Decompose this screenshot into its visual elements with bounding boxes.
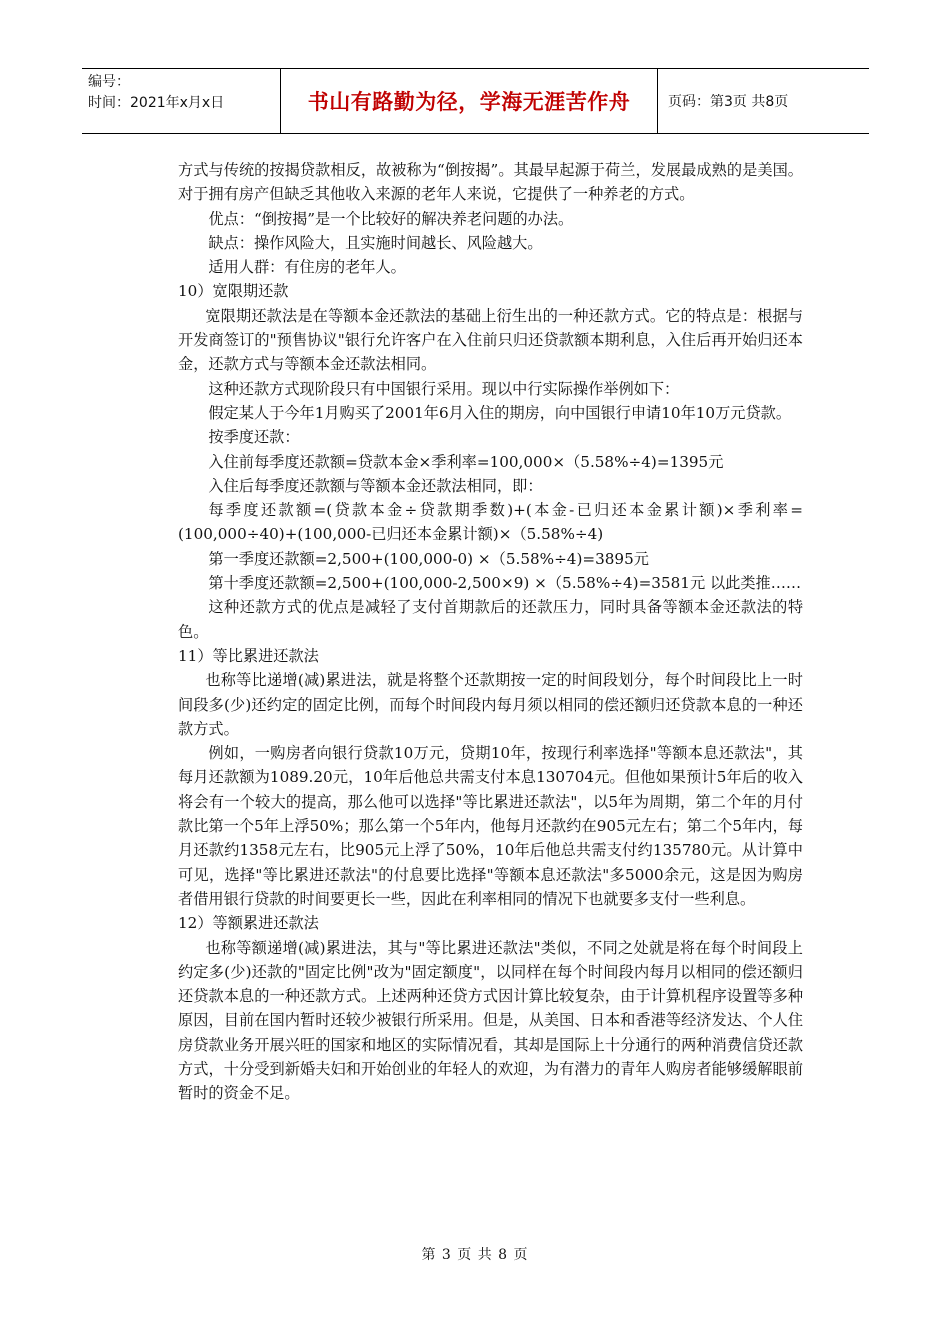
paragraph: 例如，一购房者向银行贷款10万元，贷期10年，按现行利率选择"等额本息还款法"，其每月还款额为1089.20元，10年后他总共需支付本息130704元。但他如果预计5年后的收入将会有一个较大的提高，那么他可以选择"等比累进还款法"，以5年为周期，第二个年的月付款比第一个5年上浮50%；那么第一个5年内，他每月还款约在905元左右；第二个5年内，每月还款约1358元左右，比905元上浮了50%，10年后他总共需支付约135780元。从计算中可见，选择"等比累进还款法"的付息要比选择"等额本息还款法"多5000余元，这是因为购房者借用银行贷款的时间要更长一些，因此在利率相同的情况下也就要多支付一些利息。 bbox=[178, 744, 803, 908]
paragraph: 按季度还款： bbox=[208, 428, 300, 447]
paragraph: 缺点：操作风险大，且实施时间越长、风险越大。 bbox=[208, 233, 543, 252]
paragraph: 也称等比递增(减)累进法，就是将整个还款期按一定的时间段划分，每个时间段比上一时间段多(少)还约定的固定比例，而每个时间段内每月须以相同的偿还额归还贷款本息的一种还款方式。 bbox=[178, 671, 803, 738]
header-motto-cell bbox=[280, 69, 658, 133]
paragraph: 也称等额递增(减)累进法，其与"等比累进还款法"类似，不同之处就是将在每个时间段上约定多(少)还款的"固定比例"改为"固定额度"，以同样在每个时间段内每月以相同的偿还额归还贷款本息的一种还款方式。上述两种还贷方式因计算比较复杂，由于计算机程序设置等多种原因，目前在国内暂时还较少被银行所采用。但是，从美国、日本和香港等经济发达、个人住房贷款业务开展兴旺的国家和地区的实际情况看，其却是国际上十分通行的两种消费信贷还款方式，十分受到新婚夫妇和开始创业的年轻人的欢迎，为有潜力的青年人购房者能够缓解眼前暂时的资金不足。 bbox=[178, 938, 803, 1103]
header-info-cell bbox=[82, 69, 280, 133]
paragraph: 适用人群：有住房的老年人。 bbox=[208, 258, 406, 277]
document-body bbox=[178, 158, 803, 1106]
footer-page-number: 第 3 页 共 8 页 bbox=[421, 1247, 529, 1263]
paragraph: 第一季度还款额=2,500+(100,000-0) ×（5.58%÷4)=3895元 bbox=[208, 549, 649, 568]
paragraph: 方式与传统的按揭贷款相反，故被称为“倒按揭”。其最早起源于荷兰，发展最成熟的是美国。对于拥有房产但缺乏其他收入来源的老年人来说，它提供了一种养老的方式。 bbox=[178, 161, 803, 204]
header-page-cell bbox=[658, 69, 869, 133]
paragraph: 宽限期还款法是在等额本金还款法的基础上衍生出的一种还款方式。它的特点是：根据与开发商签订的"预售协议"银行允许客户在入住前只归还贷款额本期利息，入住后再开始归还本金，还款方式与等额本金还款法相同。 bbox=[178, 306, 803, 374]
header-motto: 书山有路勤为径，学海无涯苦作舟 bbox=[307, 90, 631, 114]
paragraph: 第十季度还款额=2,500+(100,000-2,500×9) ×（5.58%÷4)=3581元 以此类推…… bbox=[208, 574, 802, 593]
page-header bbox=[82, 68, 869, 134]
paragraph: 假定某人于今年1月购买了2001年6月入住的期房，向中国银行申请10年10万元贷款。 bbox=[208, 403, 792, 422]
paragraph: 这种还款方式的优点是减轻了支付首期款后的还款压力，同时具备等额本金还款法的特色。 bbox=[178, 598, 803, 641]
paragraph: 每季度还款额=(贷款本金÷贷款期季数)+(本金-已归还本金累计额)×季利率=(100,000÷40)+(100,000-已归还本金累计额)×（5.58%÷4) bbox=[178, 501, 803, 544]
header-page-number: 页码：第3页 共8页 bbox=[668, 94, 789, 110]
document-number-label: 编号： bbox=[88, 74, 130, 90]
paragraph: 优点：“倒按揭”是一个比较好的解决养老问题的办法。 bbox=[208, 209, 574, 228]
paragraph: 入住后每季度还款额与等额本金还款法相同，即： bbox=[208, 476, 543, 495]
paragraph: 入住前每季度还款额=贷款本金×季利率=100,000×（5.58%÷4)=1395元 bbox=[208, 452, 724, 471]
section-heading: 10）宽限期还款 bbox=[178, 282, 289, 301]
section-heading: 12）等额累进还款法 bbox=[178, 914, 319, 933]
page-footer bbox=[0, 1244, 950, 1264]
section-heading: 11）等比累进还款法 bbox=[178, 646, 319, 665]
document-time-label: 时间：2021年x月x日 bbox=[88, 95, 225, 111]
paragraph: 这种还款方式现阶段只有中国银行采用。现以中行实际操作举例如下： bbox=[208, 379, 680, 398]
